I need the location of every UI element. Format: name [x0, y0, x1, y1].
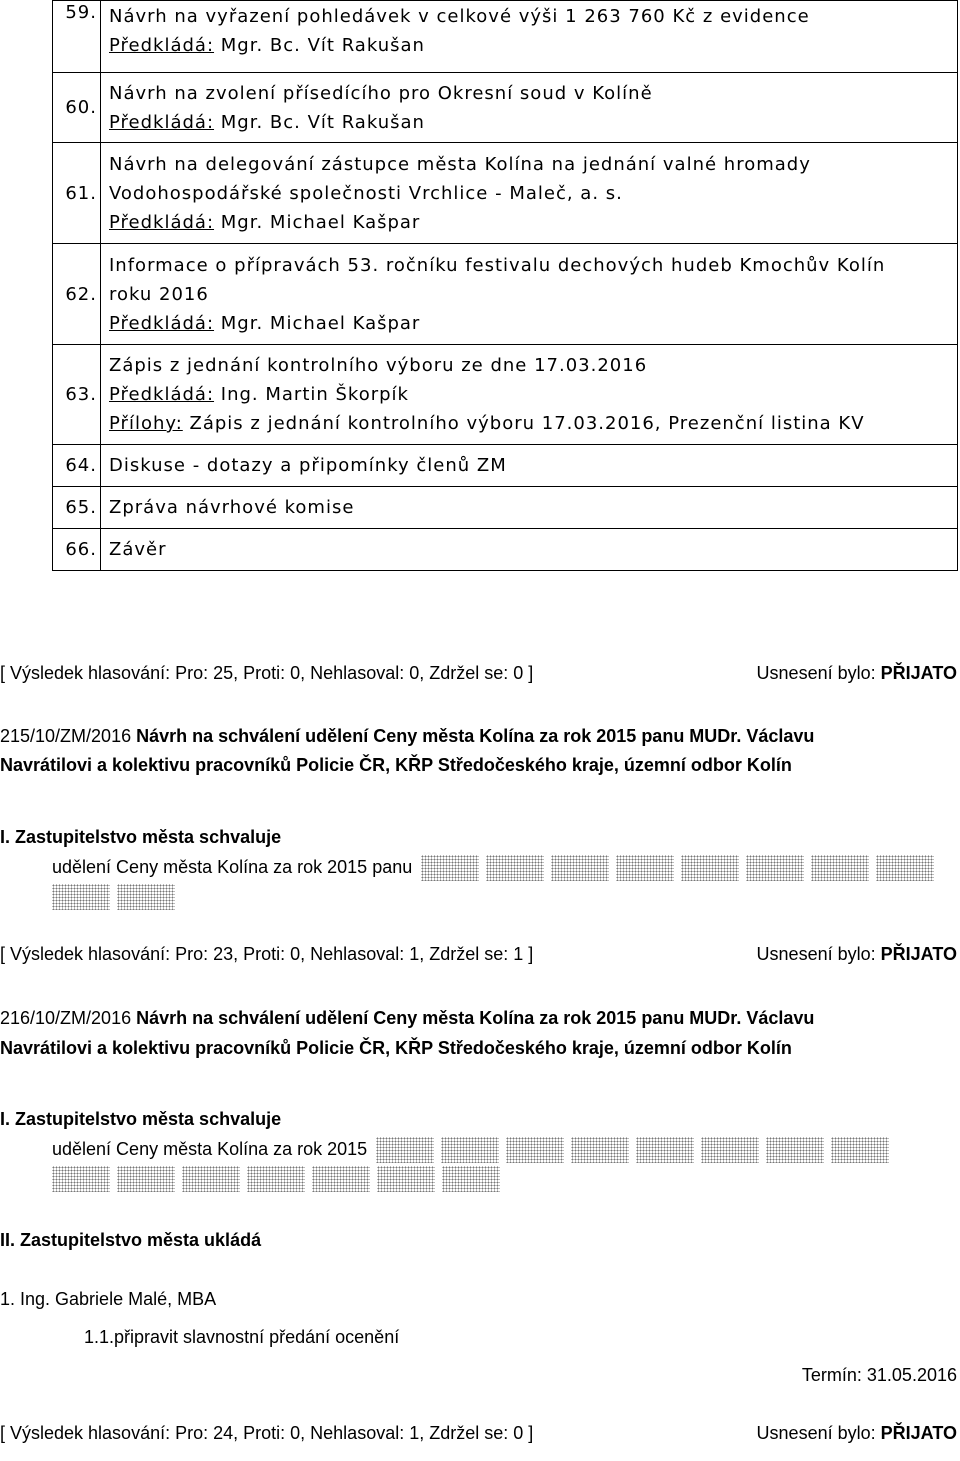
agenda-item-title-cont: roku 2016 — [109, 283, 209, 305]
agenda-item-title: Závěr — [101, 529, 958, 571]
agenda-item-content — [101, 143, 958, 244]
agenda-item-number: 65. — [53, 487, 101, 529]
section-heading: I. Zastupitelstvo města schvaluje — [0, 827, 282, 847]
redacted-block — [636, 1137, 694, 1163]
presenter-label: Předkládá: — [109, 384, 215, 405]
redacted-block — [551, 855, 609, 881]
agenda-item — [53, 1, 958, 73]
agenda-item-number: 64. — [53, 445, 101, 487]
agenda-table — [52, 0, 958, 571]
redacted-block — [441, 1137, 499, 1163]
redacted-block — [376, 1137, 434, 1163]
redaction-line — [52, 884, 182, 910]
agenda-item-title-cont: Vodohospodářské společnosti Vrchlice - Maleč, a. s. — [109, 182, 623, 204]
redacted-block — [831, 1137, 889, 1163]
agenda-item-number: 66. — [53, 529, 101, 571]
agenda-item — [53, 73, 958, 143]
redacted-block — [377, 1166, 435, 1192]
agenda-item — [53, 445, 958, 487]
section-heading: II. Zastupitelstvo města ukládá — [0, 1230, 262, 1250]
presenter-name: Mgr. Michael Kašpar — [220, 312, 421, 334]
redaction-line — [52, 1166, 507, 1192]
redacted-block — [247, 1166, 305, 1192]
agenda-item-content — [101, 73, 958, 143]
agenda-item-content — [101, 1, 958, 73]
redacted-block — [117, 1166, 175, 1192]
presenter-label: Předkládá: — [109, 312, 215, 334]
agenda-item — [53, 244, 958, 345]
agenda-item-title: Informace o přípravách 53. ročníku festivalu dechových hudeb Kmochův Kolín — [109, 254, 886, 276]
agenda-item-number: 63. — [53, 345, 101, 445]
presenter-name: Mgr. Bc. Vít Rakušan — [220, 35, 425, 56]
agenda-item — [53, 529, 958, 571]
vote-result-text: [ Výsledek hlasování: Pro: 23, Proti: 0, Nehlasoval: 1, Zdržel se: 1 ] — [0, 944, 534, 964]
presenter-name: Mgr. Michael Kašpar — [220, 211, 421, 233]
agenda-item-title: Zpráva návrhové komise — [101, 487, 958, 529]
agenda-item-title: Návrh na vyřazení pohledávek v celkové výši 1 263 760 Kč z evidence — [109, 6, 810, 27]
redacted-block — [52, 884, 110, 910]
redacted-block — [506, 1137, 564, 1163]
agenda-item-title: Návrh na zvolení přísedícího pro Okresní soud v Kolíně — [109, 82, 653, 104]
agenda-item — [53, 487, 958, 529]
presenter-name: Ing. Martin Škorpík — [220, 384, 409, 405]
redacted-block — [746, 855, 804, 881]
redacted-block — [876, 855, 934, 881]
redacted-block — [681, 855, 739, 881]
resolution-title-cont: Navrátilovi a kolektivu pracovníků Policie ČR, KŘP Středočeského kraje, územní odbor Kolín — [0, 1038, 792, 1058]
responsible-person: 1. Ing. Gabriele Malé, MBA — [0, 1289, 217, 1309]
agenda-item-content — [101, 244, 958, 345]
redacted-block — [486, 855, 544, 881]
resolution-number: 216/10/ZM/2016 — [0, 1008, 132, 1028]
agenda-item-title: Diskuse - dotazy a připomínky členů ZM — [101, 445, 958, 487]
presenter-label: Předkládá: — [109, 211, 215, 233]
resolution-title-cont: Navrátilovi a kolektivu pracovníků Policie ČR, KŘP Středočeského kraje, územní odbor Kolín — [0, 755, 792, 775]
redacted-block — [182, 1166, 240, 1192]
agenda-item-title: Návrh na delegování zástupce města Kolína na jednání valné hromady — [109, 153, 811, 175]
agenda-item — [53, 345, 958, 445]
agenda-item-content — [101, 345, 958, 445]
section-heading: I. Zastupitelstvo města schvaluje — [0, 1109, 282, 1129]
resolution-title: 216/10/ZM/2016 Návrh na schválení udělení Ceny města Kolína za rok 2015 panu MUDr. Václavu — [0, 1008, 815, 1028]
agenda-item — [53, 143, 958, 244]
agenda-item-number: 59. — [53, 1, 101, 73]
presenter-name: Mgr. Bc. Vít Rakušan — [220, 111, 425, 133]
resolution-status: Usnesení bylo: PŘIJATO — [756, 663, 957, 683]
resolution-number: 215/10/ZM/2016 — [0, 726, 132, 746]
redacted-block — [811, 855, 869, 881]
agenda-item-number: 60. — [53, 73, 101, 143]
redacted-block — [701, 1137, 759, 1163]
redacted-block — [766, 1137, 824, 1163]
resolution-title: 215/10/ZM/2016 Návrh na schválení udělení Ceny města Kolína za rok 2015 panu MUDr. Václavu — [0, 726, 815, 746]
presenter-label: Předkládá: — [109, 35, 215, 56]
presenter-label: Předkládá: — [109, 111, 215, 133]
resolution-status: Usnesení bylo: PŘIJATO — [756, 1423, 957, 1443]
resolution-status: Usnesení bylo: PŘIJATO — [756, 944, 957, 964]
task-number: 1.1. — [84, 1327, 115, 1347]
redacted-block — [571, 1137, 629, 1163]
task-text: připravit slavnostní předání ocenění — [114, 1327, 400, 1347]
deadline: Termín: 31.05.2016 — [801, 1365, 957, 1385]
redacted-block — [117, 884, 175, 910]
agenda-item-number: 61. — [53, 143, 101, 244]
redacted-block — [312, 1166, 370, 1192]
redacted-block — [442, 1166, 500, 1192]
resolution-text: udělení Ceny města Kolína za rok 2015 panu — [52, 855, 941, 881]
agenda-item-title: Zápis z jednání kontrolního výboru ze dne 17.03.2016 — [109, 355, 648, 376]
redacted-block — [52, 1166, 110, 1192]
attachments-label: Přílohy: — [109, 413, 183, 434]
redacted-block — [421, 855, 479, 881]
vote-result-text: [ Výsledek hlasování: Pro: 24, Proti: 0, Nehlasoval: 1, Zdržel se: 0 ] — [0, 1423, 534, 1443]
vote-result-text: [ Výsledek hlasování: Pro: 25, Proti: 0, Nehlasoval: 0, Zdržel se: 0 ] — [0, 663, 534, 683]
task-item — [84, 1327, 399, 1348]
redacted-block — [616, 855, 674, 881]
attachments: Zápis z jednání kontrolního výboru 17.03.2016, Prezenční listina KV — [189, 413, 865, 434]
agenda-item-number: 62. — [53, 244, 101, 345]
resolution-text: udělení Ceny města Kolína za rok 2015 — [52, 1137, 896, 1163]
